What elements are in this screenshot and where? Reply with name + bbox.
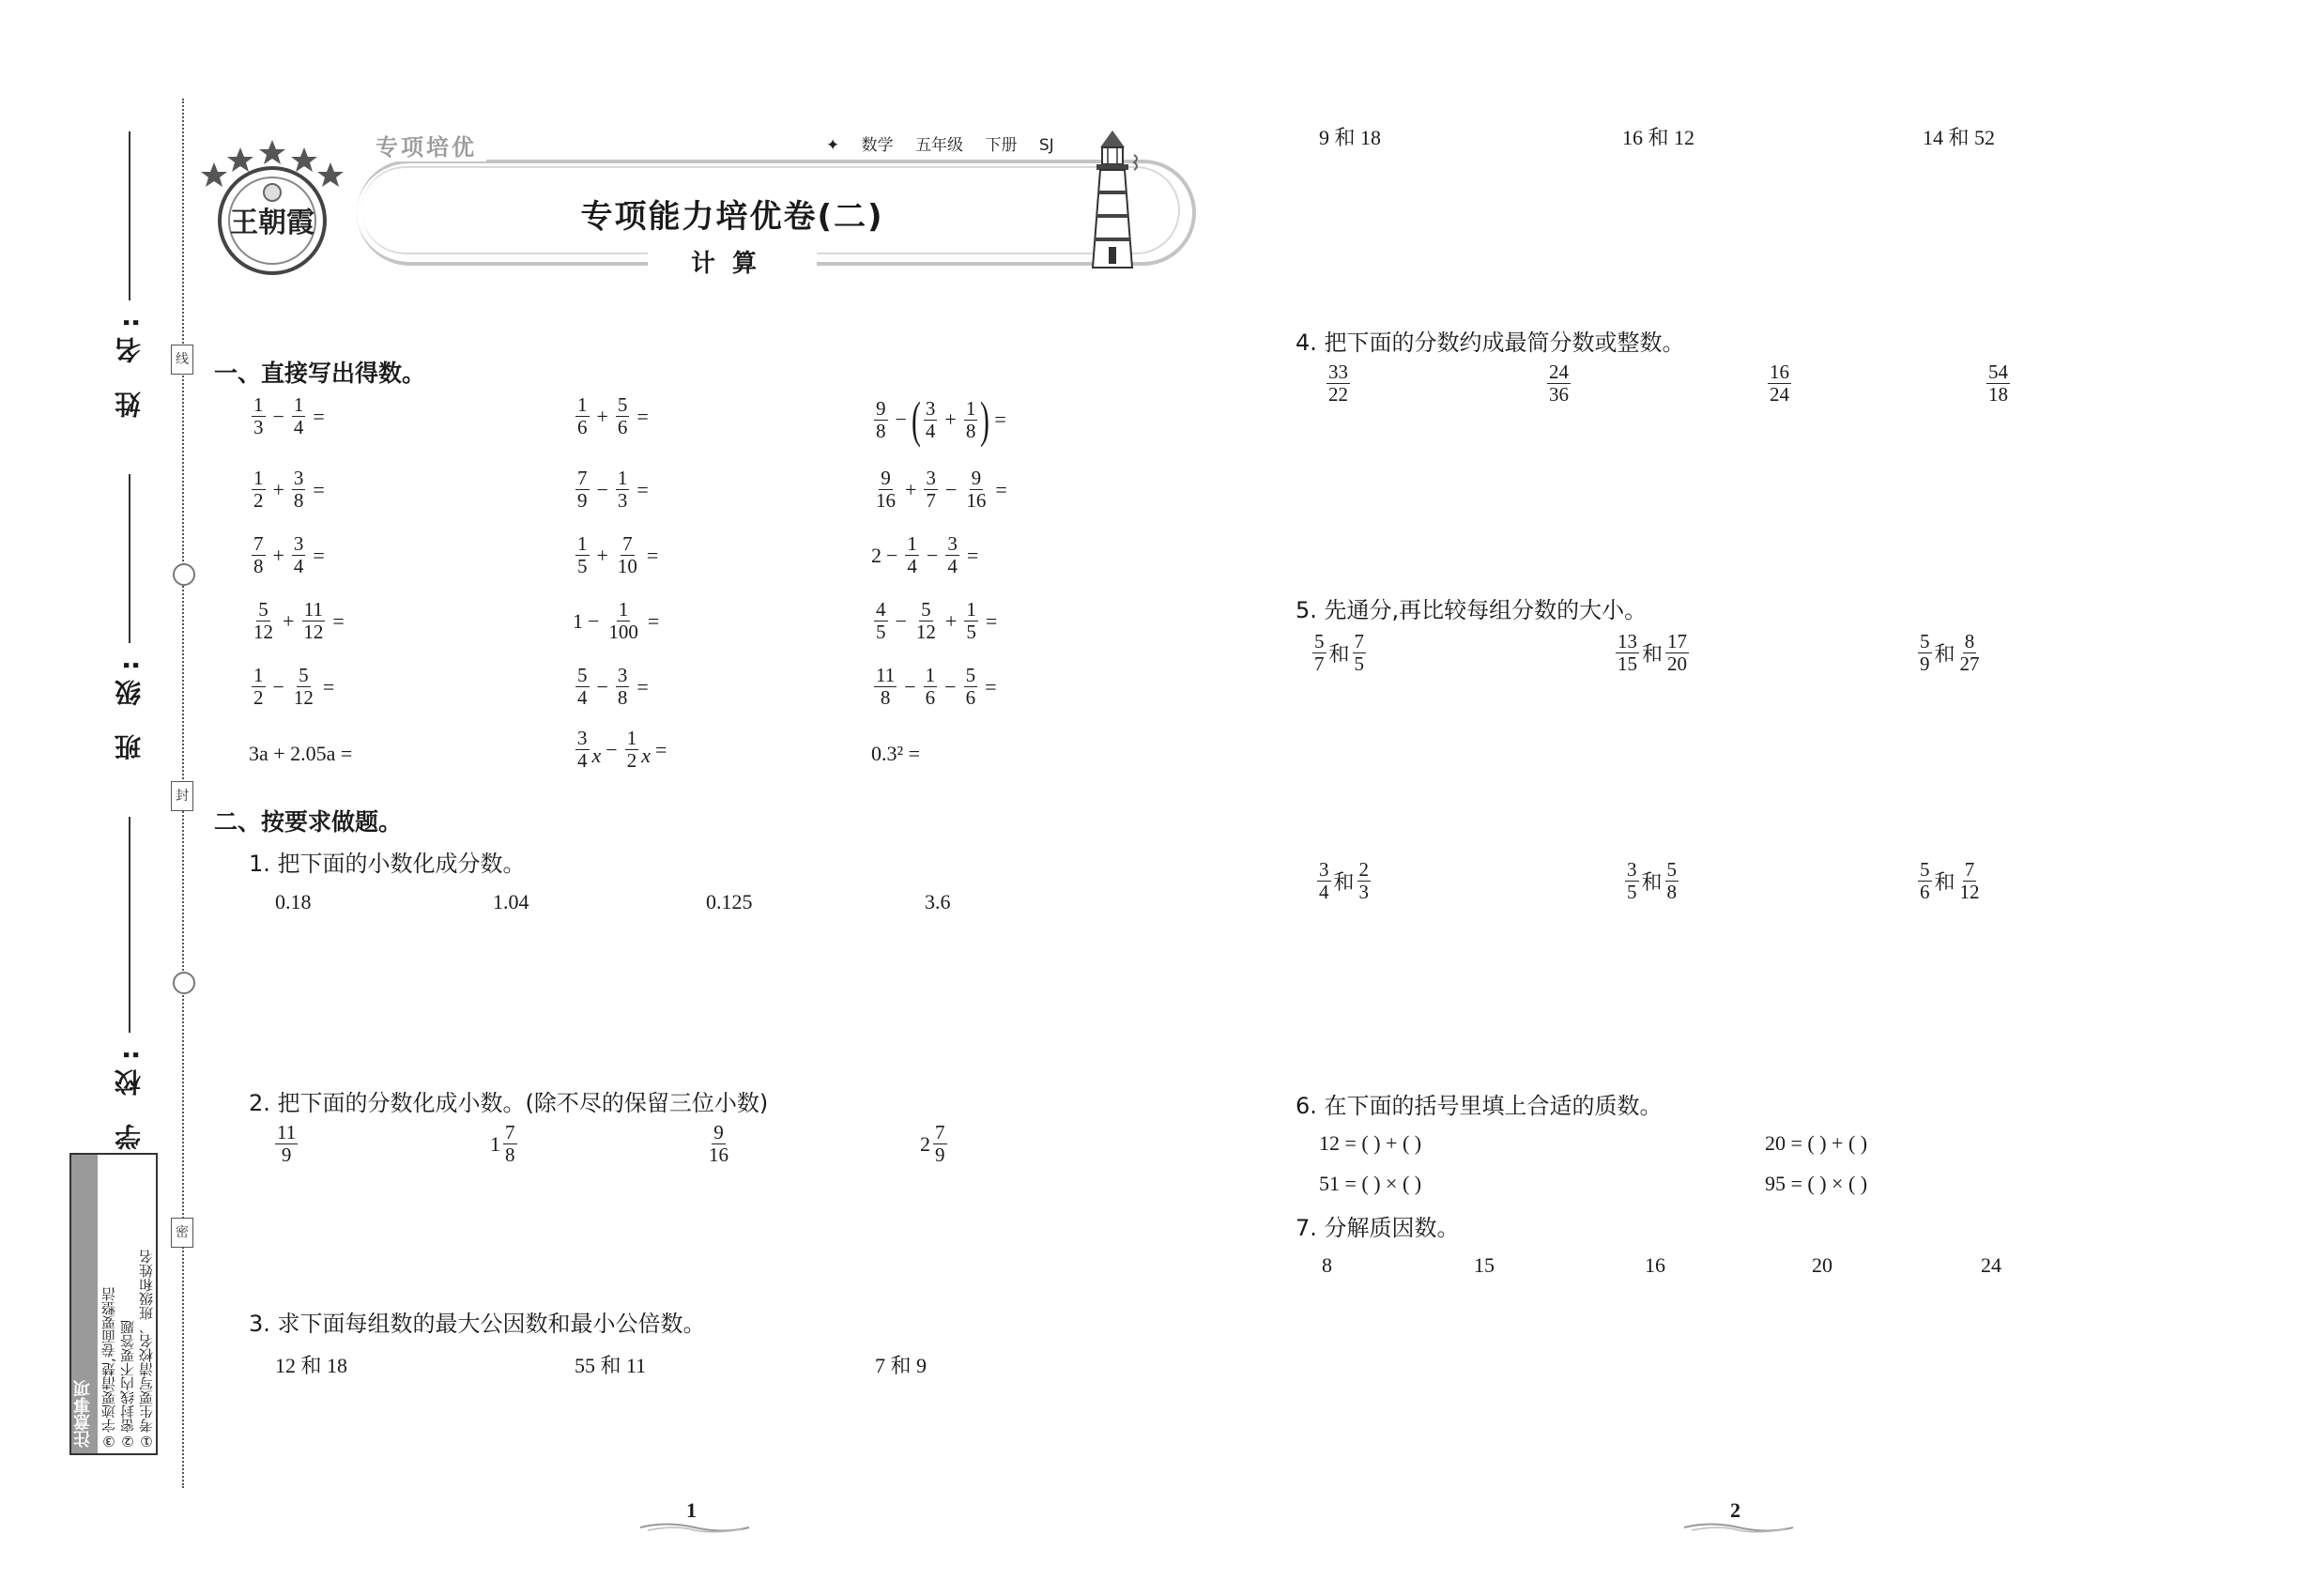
fraction: 7 9 bbox=[577, 467, 588, 512]
q5-item: 13 15 和 17 20 bbox=[1618, 630, 1688, 675]
q4-item bbox=[1984, 361, 2013, 406]
q2-prompt: 2. 把下面的分数化成小数。(除不尽的保留三位小数) bbox=[249, 1090, 769, 1116]
q5-item: 3 5 和 5 8 bbox=[1627, 858, 1678, 903]
fraction: 3 5 bbox=[1627, 858, 1637, 903]
grade: 五年级 bbox=[915, 136, 964, 155]
fraction: $\frac{1}{4}$ bbox=[907, 532, 917, 577]
fraction: 4 5 bbox=[876, 598, 886, 643]
notice-box bbox=[69, 1153, 158, 1455]
q1-item: 1.04 bbox=[493, 890, 529, 913]
q7-item: 8 bbox=[1322, 1253, 1332, 1277]
fraction: $\frac{1}{100}$ bbox=[608, 598, 638, 643]
calc-item: 3 4 x − $\frac{1}{2}$ x = bbox=[577, 727, 667, 772]
q6-item: 12 = ( ) + ( ) bbox=[1319, 1131, 1422, 1155]
q1-item: 0.125 bbox=[706, 890, 753, 913]
q3-item: 55 和 11 bbox=[575, 1354, 647, 1377]
calc-item: 1 5 + $\frac{7}{10}$ = bbox=[577, 532, 659, 577]
fraction: 5 7 bbox=[1314, 630, 1325, 675]
volume: 下册 bbox=[985, 136, 1018, 155]
notice-item: ①考生要写清校名、班级和姓名 bbox=[138, 1250, 155, 1450]
fraction: $\frac{1}{3}$ bbox=[617, 467, 628, 512]
fraction: $\frac{9}{16}$ bbox=[966, 467, 987, 512]
q7-prompt: 7. 分解质因数。 bbox=[1296, 1215, 1460, 1241]
fraction: 5 9 bbox=[1920, 630, 1930, 675]
calc-item: 0.3² = bbox=[871, 742, 921, 765]
calc-item: 3a + 2.05a = bbox=[249, 742, 353, 765]
class-underline[interactable] bbox=[129, 474, 130, 643]
fraction: 7 8 bbox=[253, 532, 264, 577]
fraction: 7 12 bbox=[1959, 858, 1980, 903]
calc-item: 5 12 + $\frac{11}{12}$ = bbox=[253, 598, 345, 643]
calc-item: 9 8 − ( 3 4 + $\frac{1}{8}$ ) = bbox=[876, 391, 1006, 448]
fraction: 1 2 bbox=[253, 664, 264, 709]
fraction: 24 36 bbox=[1549, 361, 1569, 406]
calc-item: 1 6 + $\frac{5}{6}$ = bbox=[577, 393, 649, 438]
seal-char-secret: 密 bbox=[171, 1218, 193, 1248]
fraction: 9 16 bbox=[876, 467, 896, 512]
q6-item: 95 = ( ) × ( ) bbox=[1765, 1172, 1868, 1195]
page-number-2: 2 bbox=[1730, 1498, 1740, 1522]
fraction: 16 24 bbox=[1770, 361, 1789, 406]
q1-prompt: 1. 把下面的小数化成分数。 bbox=[249, 851, 526, 877]
fraction: $\frac{5}{6}$ bbox=[965, 664, 976, 709]
fraction: 2 3 bbox=[1358, 858, 1370, 903]
binding-knot-icon bbox=[173, 563, 195, 586]
fraction: 9 8 bbox=[876, 396, 886, 442]
calc-item: 4 5 − $\frac{5}{12}$ + $\frac{1}{5}$ = bbox=[876, 598, 998, 643]
q2-item: 1 7 8 bbox=[490, 1121, 515, 1166]
fraction: 7 9 bbox=[935, 1121, 945, 1166]
fraction: 33 22 bbox=[1328, 361, 1348, 406]
q2-item bbox=[272, 1122, 300, 1166]
fraction: 1 5 bbox=[577, 532, 588, 577]
q7-item: 16 bbox=[1645, 1253, 1665, 1277]
subject-name: 数学 bbox=[861, 136, 894, 155]
notice-body bbox=[100, 1155, 156, 1453]
subject-star-icon: ✦ bbox=[826, 136, 840, 155]
q6-prompt: 6. 在下面的括号里填上合适的质数。 bbox=[1296, 1093, 1663, 1119]
page-number-1: 1 bbox=[686, 1498, 697, 1522]
fraction: $\frac{3}{4}$ bbox=[947, 532, 958, 577]
binding-knot-icon bbox=[173, 972, 195, 994]
q5-item: 5 7 和 7 5 bbox=[1314, 630, 1365, 675]
q3-item: 12 和 18 bbox=[275, 1354, 348, 1377]
fraction: 7 5 bbox=[1354, 630, 1365, 675]
q3-item: 16 和 12 bbox=[1622, 126, 1695, 149]
calc-item: 7 9 − $\frac{1}{3}$ = bbox=[577, 467, 649, 512]
fraction: 11 9 bbox=[277, 1121, 297, 1166]
fraction: 8 27 bbox=[1959, 630, 1980, 675]
q5-item: 3 4 和 2 3 bbox=[1319, 858, 1370, 903]
fraction: $\frac{3}{8}$ bbox=[617, 664, 628, 709]
q3-item: 7 和 9 bbox=[875, 1354, 928, 1377]
fraction: 1 6 bbox=[577, 393, 588, 438]
seal-char-line: 线 bbox=[171, 345, 193, 375]
q3-prompt: 3. 求下面每组数的最大公因数和最小公倍数。 bbox=[249, 1311, 706, 1337]
fraction: $\frac{1}{6}$ bbox=[925, 664, 936, 709]
school-label: 学 校: bbox=[114, 1040, 145, 1150]
calc-item: 11 8 − $\frac{1}{6}$ − $\frac{5}{6}$ = bbox=[876, 664, 997, 709]
fraction: $\frac{1}{4}$ bbox=[293, 393, 304, 438]
fraction: 5 8 bbox=[1666, 858, 1678, 903]
q1-item: 0.18 bbox=[275, 890, 312, 913]
q4-item bbox=[1765, 361, 1794, 406]
fraction: $\frac{7}{10}$ bbox=[617, 532, 637, 577]
calc-item: 7 8 + $\frac{3}{4}$ = bbox=[253, 532, 325, 577]
calc-item: 1 2 + $\frac{3}{8}$ = bbox=[253, 467, 325, 512]
calc-item: 9 16 + $\frac{3}{7}$ − $\frac{9}{16}$ = bbox=[876, 467, 1007, 512]
page-ornament-icon bbox=[1682, 1521, 1795, 1534]
fraction: 7 8 bbox=[505, 1121, 515, 1166]
fraction: 9 16 bbox=[709, 1121, 728, 1166]
name-label: 姓 名: bbox=[114, 308, 145, 418]
section2-title: 二、按要求做题。 bbox=[214, 808, 403, 836]
fraction: 5 4 bbox=[577, 664, 588, 709]
class-field bbox=[111, 474, 148, 760]
fraction: 3 4 bbox=[925, 396, 936, 442]
q6-item: 20 = ( ) + ( ) bbox=[1765, 1131, 1868, 1155]
fraction: 17 20 bbox=[1667, 630, 1688, 675]
q3-item: 14 和 52 bbox=[1923, 126, 1996, 149]
subject-info bbox=[826, 131, 1071, 155]
header-banner bbox=[197, 117, 1192, 277]
fraction: $\frac{3}{4}$ bbox=[293, 532, 304, 577]
q6-item: 51 = ( ) × ( ) bbox=[1319, 1172, 1422, 1195]
fraction: $\frac{1}{5}$ bbox=[966, 598, 976, 643]
school-underline[interactable] bbox=[129, 817, 130, 1033]
fraction: $\frac{1}{8}$ bbox=[965, 396, 976, 442]
fraction: $\frac{5}{12}$ bbox=[915, 598, 936, 643]
fraction: $\frac{3}{8}$ bbox=[293, 467, 304, 512]
fraction: 11 8 bbox=[876, 664, 896, 709]
seal-char-seal: 封 bbox=[171, 781, 193, 811]
notice-item: ②密封线内不要答题 bbox=[119, 1320, 136, 1450]
name-field bbox=[111, 131, 148, 418]
notice-head: 注意事项 bbox=[71, 1155, 98, 1453]
calc-item: 1 2 − $\frac{5}{12}$ = bbox=[253, 664, 335, 709]
fraction: 54 18 bbox=[1988, 361, 2008, 406]
fraction: $\frac{11}{12}$ bbox=[303, 598, 324, 643]
q2-item: 2 7 9 bbox=[920, 1121, 945, 1166]
q1-item: 3.6 bbox=[925, 890, 951, 913]
fraction: 1 2 bbox=[253, 467, 264, 512]
fraction: 5 6 bbox=[1920, 858, 1930, 903]
page-subtitle: 计算 bbox=[648, 244, 817, 279]
q5-item: 5 9 和 8 27 bbox=[1920, 630, 1980, 675]
logo-text: 王朝霞 bbox=[230, 207, 314, 239]
notice-item: ③字迹要清楚,卷面要整洁 bbox=[100, 1287, 117, 1450]
calc-item: 1 − $\frac{1}{100}$ = bbox=[573, 598, 660, 643]
q4-item bbox=[1544, 361, 1573, 406]
name-underline[interactable] bbox=[129, 131, 130, 300]
school-field bbox=[111, 817, 148, 1150]
class-label: 班 级: bbox=[114, 651, 145, 760]
fraction: 1 3 bbox=[253, 393, 264, 438]
calc-item: 1 3 − $\frac{1}{4}$ = bbox=[253, 393, 325, 438]
q3-item: 9 和 18 bbox=[1319, 126, 1382, 149]
q7-item: 15 bbox=[1474, 1253, 1495, 1277]
q5-prompt: 5. 先通分,再比较每组分数的大小。 bbox=[1296, 597, 1648, 623]
fraction: 3 4 bbox=[1319, 858, 1329, 903]
brand-logo-icon bbox=[197, 134, 347, 275]
fraction: $\frac{5}{12}$ bbox=[293, 664, 314, 709]
calc-item: 2 − $\frac{1}{4}$ − $\frac{3}{4}$ = bbox=[871, 532, 979, 577]
binding-margin bbox=[0, 0, 188, 1596]
fraction: $\frac{5}{6}$ bbox=[617, 393, 628, 438]
fraction: $\frac{1}{2}$ bbox=[626, 727, 637, 772]
page-ornament-icon bbox=[638, 1521, 751, 1534]
section1-title: 一、直接写出得数。 bbox=[214, 360, 426, 387]
q4-item bbox=[1324, 361, 1353, 406]
page-title: 专项能力培优卷(二) bbox=[580, 198, 884, 236]
fraction: $\frac{3}{7}$ bbox=[926, 467, 936, 512]
q4-prompt: 4. 把下面的分数约成最简分数或整数。 bbox=[1296, 330, 1685, 356]
q7-item: 24 bbox=[1981, 1253, 2001, 1277]
lighthouse-icon bbox=[1080, 127, 1145, 272]
q7-item: 20 bbox=[1812, 1253, 1832, 1277]
q5-item: 5 6 和 7 12 bbox=[1920, 858, 1980, 903]
q2-item bbox=[704, 1122, 733, 1166]
edition: SJ bbox=[1038, 136, 1054, 155]
fraction: 3 4 bbox=[577, 727, 588, 772]
calc-item: 5 4 − $\frac{3}{8}$ = bbox=[577, 664, 649, 709]
banner-tab-label: 专项培优 bbox=[366, 129, 486, 161]
fraction: 13 15 bbox=[1618, 630, 1637, 675]
fraction: 5 12 bbox=[253, 598, 273, 643]
